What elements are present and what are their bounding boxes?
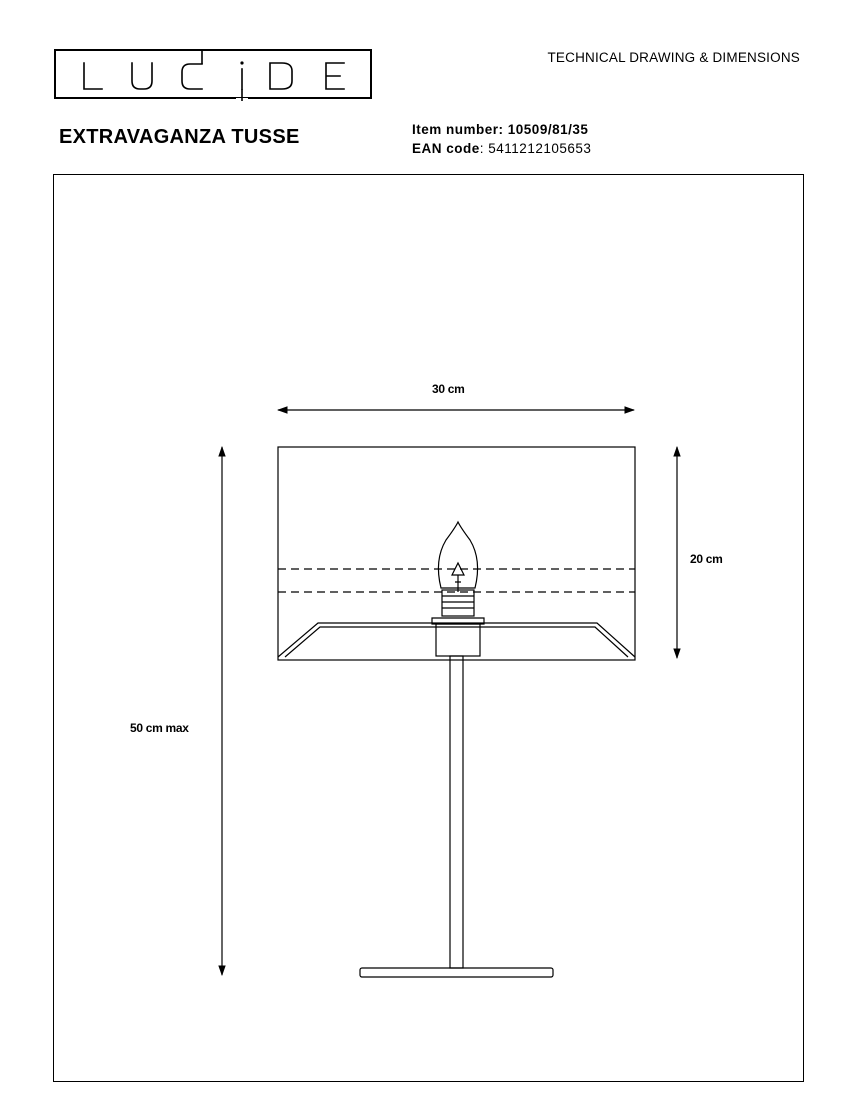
- ean-value: 5411212105653: [488, 141, 592, 156]
- lamp-base: [360, 968, 553, 977]
- width-dimension-label: 30 cm: [432, 382, 465, 396]
- bulb-socket: [442, 590, 474, 616]
- lamp-stem: [450, 656, 463, 968]
- shade-diffuser: [278, 623, 635, 657]
- total-height-dimension-label: 50 cm max: [130, 721, 189, 735]
- ean-label: EAN code: [412, 141, 480, 156]
- lamp-shade: [278, 447, 635, 660]
- document-type: TECHNICAL DRAWING & DIMENSIONS: [547, 50, 800, 65]
- shade-height-dimension-label: 20 cm: [690, 552, 723, 566]
- item-number-label: Item number:: [412, 122, 504, 137]
- product-name: EXTRAVAGANZA TUSSE: [59, 126, 300, 148]
- item-number-value: 10509/81/35: [507, 122, 589, 137]
- ean-row: EAN code: 5411212105653: [412, 141, 592, 156]
